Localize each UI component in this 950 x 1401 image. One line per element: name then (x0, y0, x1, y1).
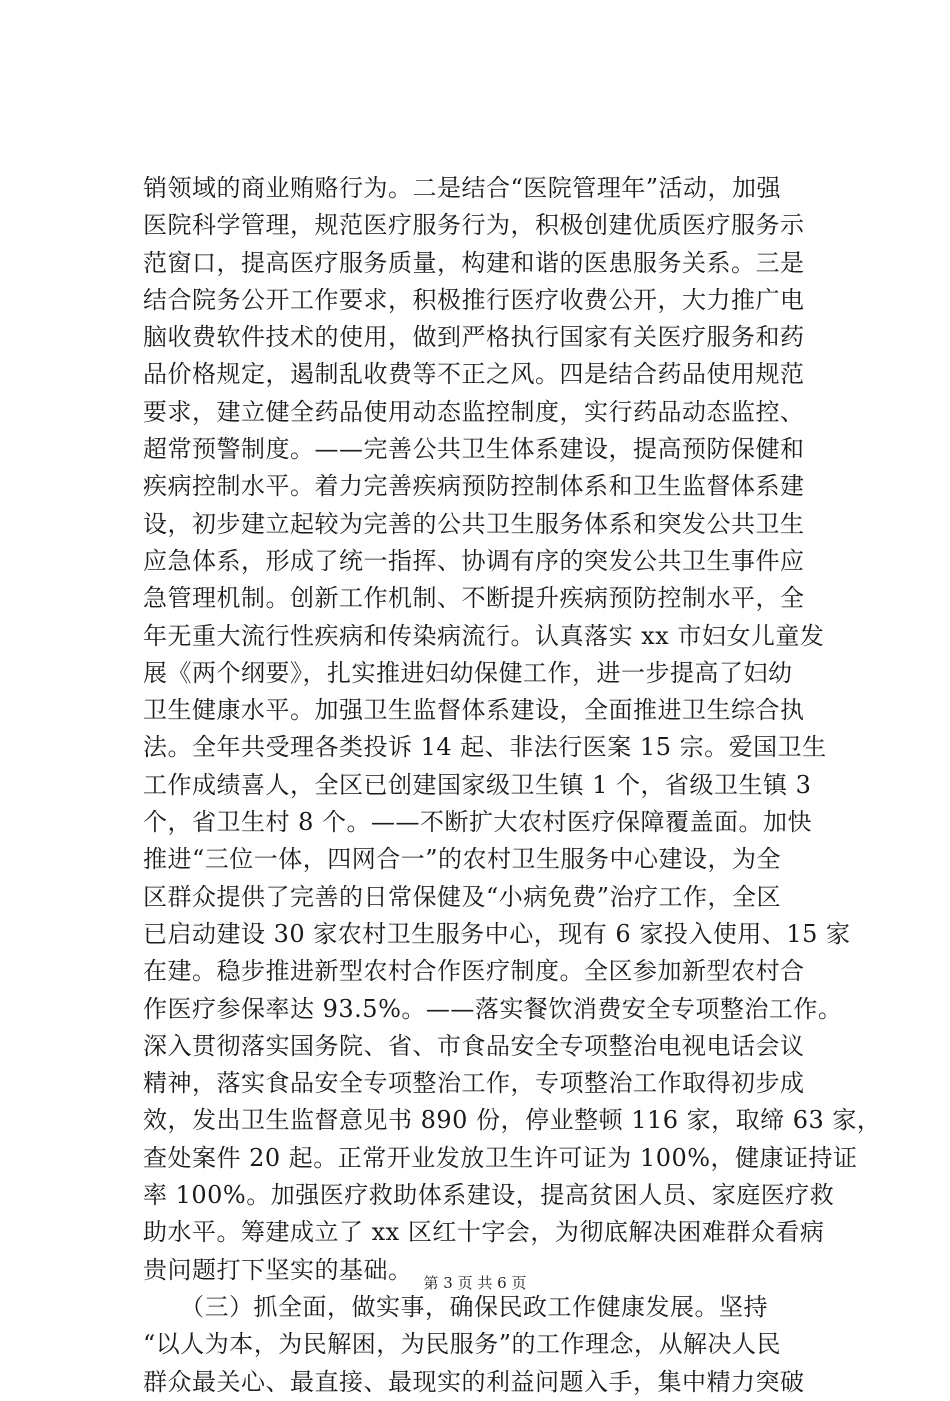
text-line: “以人为本，为民解困，为民服务”的工作理念，从解决人民 (143, 1330, 782, 1359)
page-footer: 第 3 页 共 6 页 (423, 1274, 527, 1292)
text-line: 法。全年共受理各类投诉 14 起、非法行医案 15 宗。爱国卫生 (143, 733, 827, 762)
text-line: 工作成绩喜人，全区已创建国家级卫生镇 1 个，省级卫生镇 3 (143, 770, 812, 799)
text-line: 范窗口，提高医疗服务质量，构建和谐的医患服务关系。三是 (143, 248, 805, 277)
text-line: 个，省卫生村 8 个。——不断扩大农村医疗保障覆盖面。加快 (143, 808, 813, 837)
text-line: 已启动建设 30 家农村卫生服务中心，现有 6 家投入使用、15 家 (143, 919, 851, 948)
text-line: 急管理机制。创新工作机制、不断提升疾病预防控制水平，全 (143, 584, 805, 613)
text-line: 结合院务公开工作要求，积极推行医疗收费公开，大力推广电 (143, 285, 805, 314)
text-line: 查处案件 20 起。正常开业发放卫生许可证为 100%，健康证持证 (143, 1143, 858, 1172)
text-line: 作医疗参保率达 93.5%。——落实餐饮消费安全专项整治工作。 (143, 994, 843, 1023)
text-line: 助水平。筹建成立了 xx 区红十字会，为彻底解决困难群众看病 (143, 1218, 825, 1247)
text-line: 脑收费软件技术的使用，做到严格执行国家有关医疗服务和药 (143, 323, 805, 352)
text-line: 医院科学管理，规范医疗服务行为，积极创建优质医疗服务示 (143, 211, 805, 240)
text-line: 在建。稳步推进新型农村合作医疗制度。全区参加新型农村合 (143, 957, 805, 986)
text-line: 要求，建立健全药品使用动态监控制度，实行药品动态监控、 (143, 397, 805, 426)
text-line: 卫生健康水平。加强卫生监督体系建设，全面推进卫生综合执 (143, 696, 805, 725)
text-line: 区群众提供了完善的日常保健及“小病免费”治疗工作，全区 (143, 882, 782, 911)
text-line: 展《两个纲要》，扎实推进妇幼保健工作，进一步提高了妇幼 (143, 658, 793, 687)
text-line: 品价格规定，遏制乱收费等不正之风。四是结合药品使用规范 (143, 360, 805, 389)
text-line: 率 100%。加强医疗救助体系建设，提高贫困人员、家庭医疗救 (143, 1181, 835, 1210)
text-line: 深入贯彻落实国务院、省、市食品安全专项整治电视电话会议 (143, 1031, 805, 1060)
text-line: 精神，落实食品安全专项整治工作，专项整治工作取得初步成 (143, 1069, 805, 1098)
text-line: 贵问题打下坚实的基础。 (143, 1255, 413, 1284)
text-line: 推进“三位一体，四网合一”的农村卫生服务中心建设，为全 (143, 845, 782, 874)
text-line: 设，初步建立起较为完善的公共卫生服务体系和突发公共卫生 (143, 509, 805, 538)
text-line: 疾病控制水平。着力完善疾病预防控制体系和卫生监督体系建 (143, 472, 805, 501)
text-line: 销领域的商业贿赂行为。二是结合“医院管理年”活动，加强 (143, 174, 782, 202)
text-line: （三）抓全面，做实事，确保民政工作健康发展。坚持 (143, 1292, 768, 1321)
text-line: 应急体系，形成了统一指挥、协调有序的突发公共卫生事件应 (143, 546, 805, 575)
text-line: 效，发出卫生监督意见书 890 份，停业整顿 116 家，取缔 63 家， (143, 1106, 882, 1135)
text-line: 群众最关心、最直接、最现实的利益问题入手，集中精力突破 (143, 1367, 805, 1396)
text-line: 年无重大流行性疾病和传染病流行。认真落实 xx 市妇女儿童发 (143, 621, 825, 650)
text-line: 超常预警制度。——完善公共卫生体系建设，提高预防保健和 (143, 435, 805, 464)
document-body (143, 170, 882, 1401)
